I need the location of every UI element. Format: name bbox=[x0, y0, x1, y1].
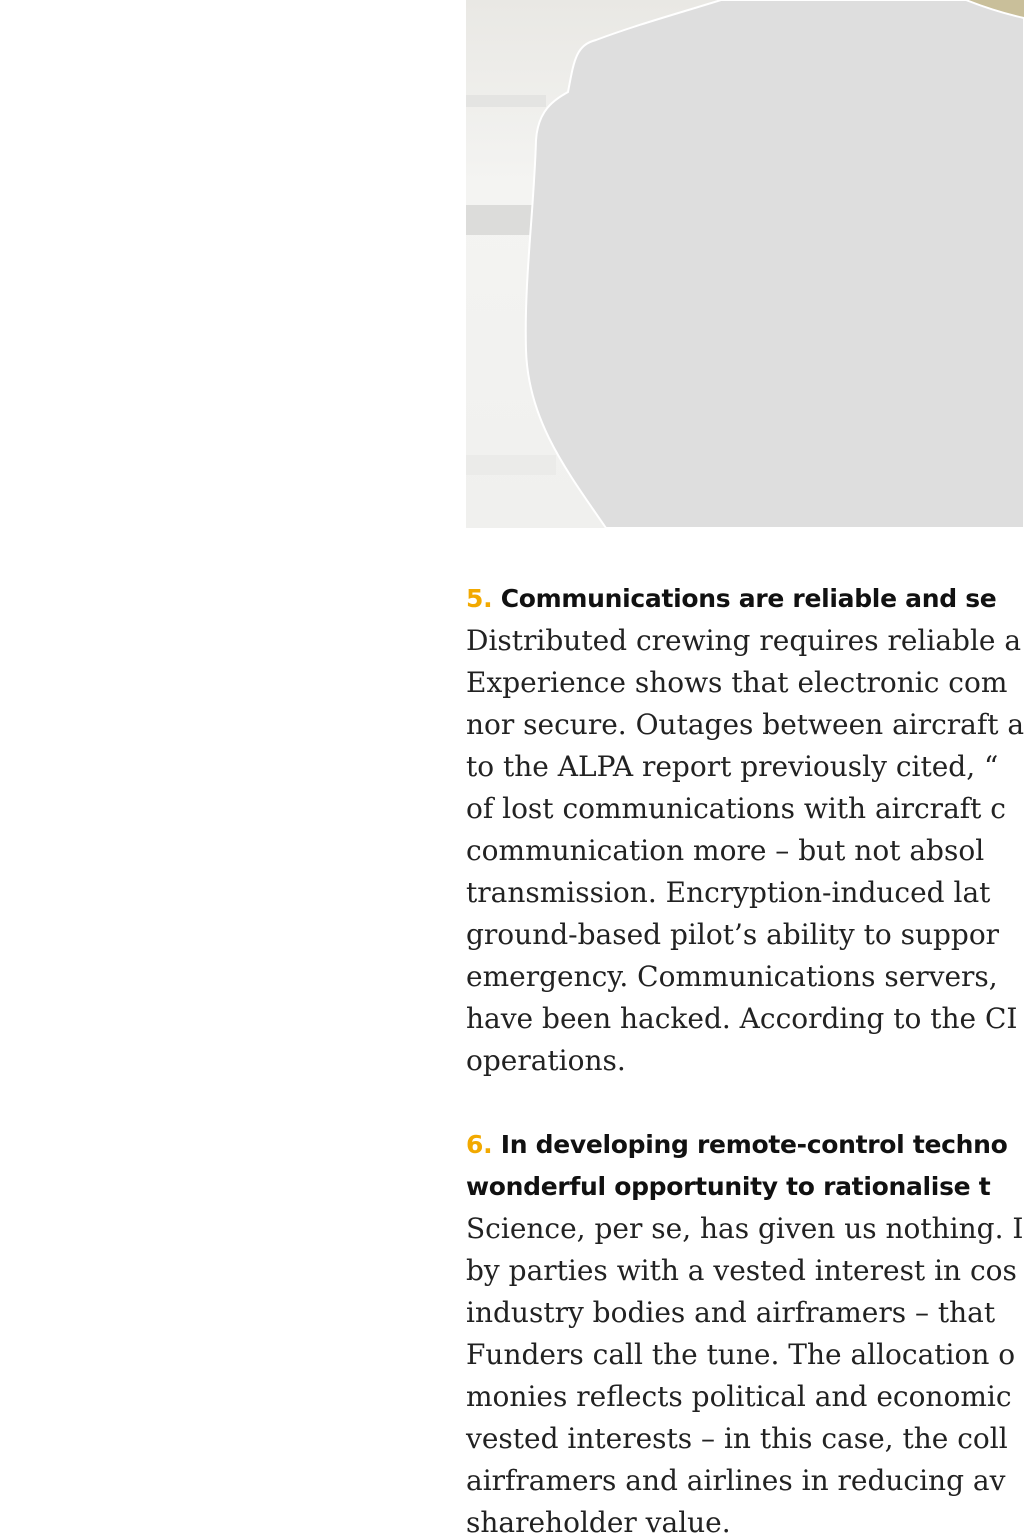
section-5-number: 5. bbox=[466, 584, 493, 613]
paragraph-line: vested interests – in this case, the coll bbox=[466, 1422, 1008, 1455]
paragraph-line: industry bodies and airframers – that bbox=[466, 1296, 996, 1329]
paragraph-line: by parties with a vested interest in cos bbox=[466, 1254, 1017, 1287]
paragraph-line: shareholder value. bbox=[466, 1506, 731, 1536]
paragraph-line: nor secure. Outages between aircraft a bbox=[466, 708, 1024, 741]
paragraph-line: monies reflects political and economic bbox=[466, 1380, 1012, 1413]
section-6-heading-continued bbox=[466, 1166, 1024, 1208]
section-6-heading-text: wonderful opportunity to rationalise t bbox=[466, 1172, 991, 1201]
article-body bbox=[466, 578, 1024, 1536]
paragraph-line: airframers and airlines in reducing av bbox=[466, 1464, 1006, 1497]
section-6-number: 6. bbox=[466, 1130, 493, 1159]
section-6-heading-text: In developing remote-control techno bbox=[500, 1130, 1008, 1159]
paragraph-line: of lost communications with aircraft c bbox=[466, 792, 1006, 825]
paragraph-line: Science, per se, has given us nothing. I bbox=[466, 1212, 1024, 1245]
portrait-silhouette-image bbox=[466, 0, 1024, 528]
section-5-heading-text: Communications are reliable and se bbox=[500, 584, 997, 613]
paragraph-line: Experience shows that electronic com bbox=[466, 666, 1008, 699]
paragraph-line: Distributed crewing requires reliable a bbox=[466, 624, 1022, 657]
paragraph-line: transmission. Encryption-induced lat bbox=[466, 876, 991, 909]
paragraph-line: communication more – but not absol bbox=[466, 834, 985, 867]
section-5-paragraph bbox=[466, 620, 1024, 1082]
section-5-heading bbox=[466, 578, 1024, 620]
paragraph-line: emergency. Communications servers, bbox=[466, 960, 998, 993]
paragraph-spacer bbox=[466, 1082, 1024, 1124]
paragraph-line: ground-based pilot’s ability to suppor bbox=[466, 918, 1000, 951]
section-6-heading bbox=[466, 1124, 1024, 1166]
paragraph-line: to the ALPA report previously cited, “ bbox=[466, 750, 999, 783]
section-6-paragraph bbox=[466, 1208, 1024, 1536]
paragraph-line: operations. bbox=[466, 1044, 626, 1077]
paragraph-line: Funders call the tune. The allocation o bbox=[466, 1338, 1016, 1371]
paragraph-line: have been hacked. According to the CI bbox=[466, 1002, 1018, 1035]
